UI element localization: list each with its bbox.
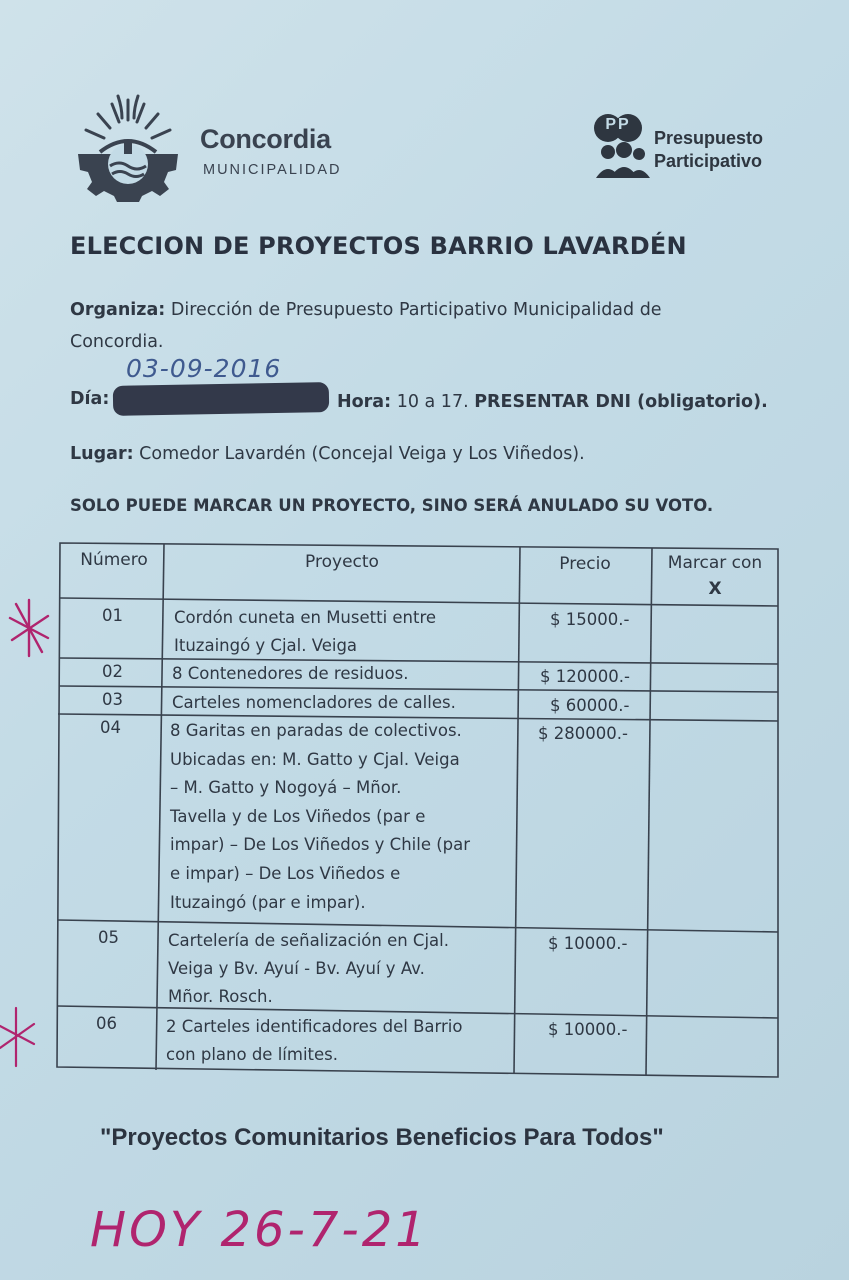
organiza-text-2: Concordia. [70,332,164,352]
row-01-mark-box[interactable] [654,608,774,658]
redacted-original-date [113,382,329,416]
asterisk-mark-row-06-icon [0,1004,40,1070]
row-03-precio: $ 60000.- [550,696,630,715]
header-numero: Número [80,550,148,570]
vote-warning: SOLO PUEDE MARCAR UN PROYECTO, SINO SERÁ ANULADO SU VOTO. [70,496,714,515]
row-05-proyecto: Cartelería de señalización en Cjal. Veiga y Bv. Ayuí - Bv. Ayuí y Av. Mñor. Rosch. [168,931,449,1006]
pp-badge: PP [605,116,631,133]
row-03-proyecto: Carteles nomencladores de calles. [172,693,456,712]
municipality-name: Concordia [200,124,331,154]
hora-label: Hora: [337,392,392,412]
dia-label: Día: [70,389,110,409]
asterisk-mark-row-01-icon [6,596,52,660]
row-06-proyecto: 2 Carteles identificadores del Barrio con plano de límites. [166,1017,463,1064]
header-precio: Precio [559,554,611,574]
page-title: ELECCION DE PROYECTOS BARRIO LAVARDÉN [70,232,687,260]
row-04-mark-box[interactable] [652,724,774,924]
hora-text-presentar: PRESENTAR DNI (obligatorio). [474,392,768,412]
footer-slogan: "Proyectos Comunitarios Beneficios Para Todos" [100,1124,664,1151]
pp-line-1: Presupuesto [654,128,764,148]
organiza-label: Organiza: [70,300,166,320]
row-03-numero: 03 [102,690,123,709]
hora-line [337,392,768,412]
pp-line-2: Participativo [654,151,763,171]
concordia-logo [72,92,362,202]
organiza-line-1 [70,300,662,320]
header-proyecto: Proyecto [305,552,379,572]
row-05-precio: $ 10000.- [548,934,628,953]
municipality-subtitle: MUNICIPALIDAD [203,162,342,178]
row-01-precio: $ 15000.- [550,610,630,629]
organiza-text-1: Dirección de Presupuesto Participativo Municipalidad de [170,300,662,320]
header-marcar: Marcar con X [667,553,763,599]
hora-text-start: 10 a 17. [396,392,469,412]
row-02-precio: $ 120000.- [540,667,630,686]
row-05-mark-box[interactable] [650,934,774,1014]
handwritten-date: 03-09-2016 [126,354,282,383]
presupuesto-participativo-logo [592,112,802,194]
sun-gear-emblem-icon [72,92,184,202]
row-04-proyecto: 8 Garitas en paradas de colectivos. Ubicadas en: M. Gatto y Cjal. Veiga – M. Gatto y Nogoyá – Mñor. Tavella y de Los Viñedos (par e impar) – De Los Viñedos y Chile (par e impar) – De Los Viñedos e Ituzaingó (par e impar). [170,721,471,912]
row-02-mark-box[interactable] [654,664,774,690]
lugar-label: Lugar: [70,444,134,464]
row-02-numero: 02 [102,662,123,681]
row-06-mark-box[interactable] [648,1020,774,1074]
row-01-proyecto: Cordón cuneta en Musetti entre Ituzaingó y Cjal. Veiga [174,608,437,655]
row-01-numero: 01 [102,606,123,625]
row-06-precio: $ 10000.- [548,1020,628,1039]
row-05-numero: 05 [98,928,119,947]
row-02-proyecto: 8 Contenedores de residuos. [172,664,409,683]
row-04-numero: 04 [100,718,121,737]
projects-table [54,540,781,1080]
row-03-mark-box[interactable] [654,693,774,719]
handwritten-footer-date: HOY 26-7-21 [90,1202,429,1258]
lugar-text: Comedor Lavardén (Concejal Veiga y Los Viñedos). [139,444,585,464]
row-06-numero: 06 [96,1014,117,1033]
row-04-precio: $ 280000.- [538,724,628,743]
lugar-line [70,444,585,464]
